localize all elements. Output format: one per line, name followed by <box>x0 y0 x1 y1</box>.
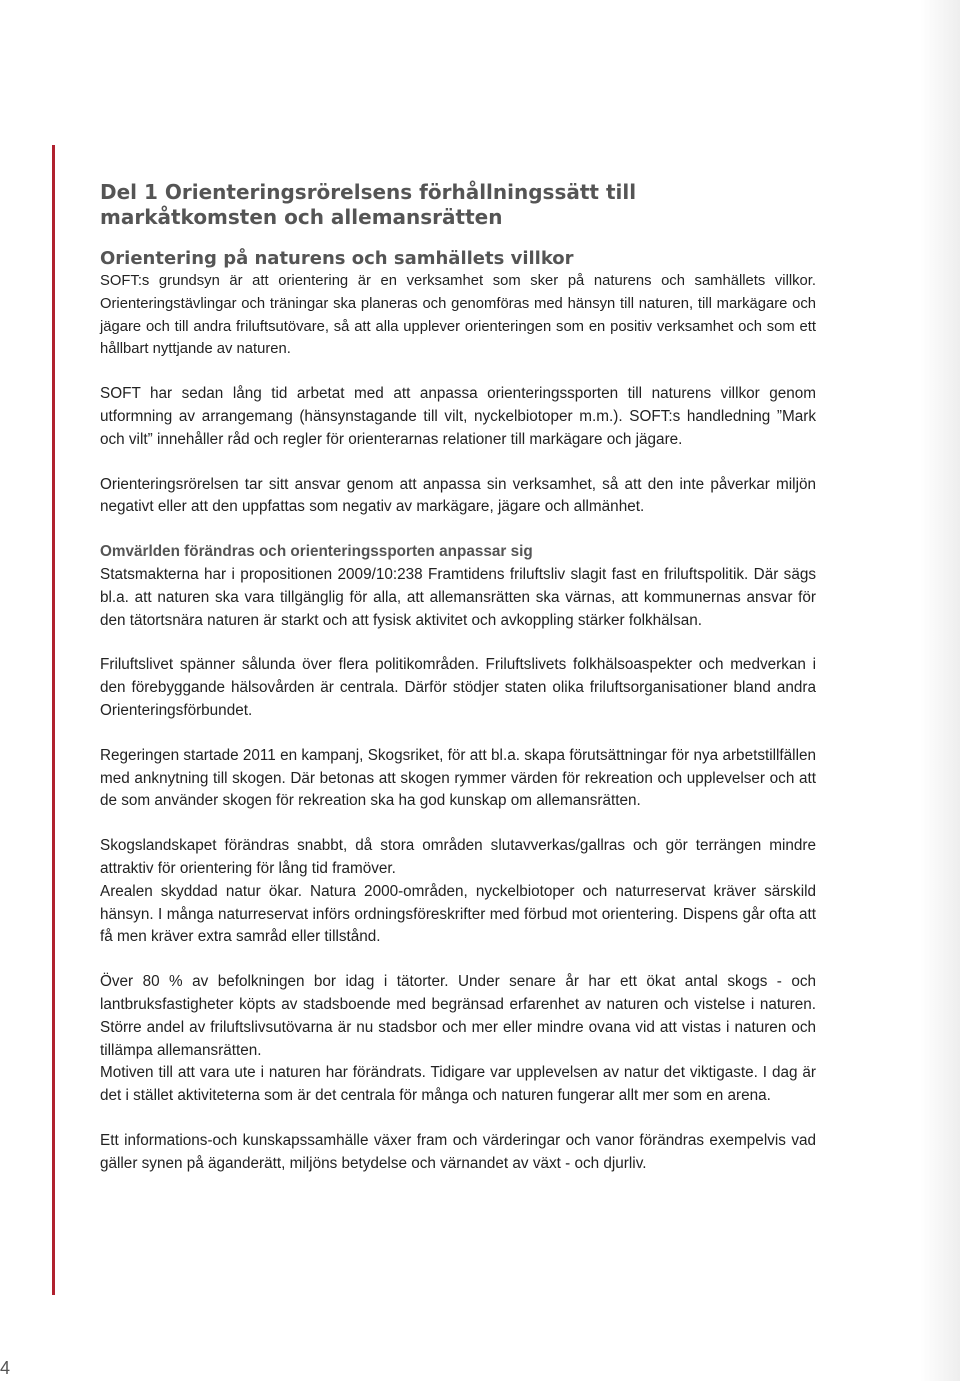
section2-paragraph-2: Friluftslivet spänner sålunda över flera politikområden. Friluftslivets folkhälsoaspekter och medverkan i den förebyggande hälsovården är centrala. Därför stödjer staten olika friluftsorganisationer bland andra Orienteringsförbundet. <box>100 656 816 719</box>
section2-block-4 <box>100 835 816 949</box>
section1-paragraph-2: SOFT har sedan lång tid arbetat med att anpassa orienteringssporten till naturens villkor genom utformning av arrangemang (hänsynstagande till vilt, nyckelbiotoper m.m.). SOFT:s handledning ”Mark och vilt” innehåller råd och regler för orienterarnas relationer till markägare och jägare. <box>100 385 816 448</box>
page-edge-shade <box>920 0 960 1381</box>
section2-paragraph-4a: Skogslandskapet förändras snabbt, då stora områden slutavverkas/gallras och gör terrängen mindre attraktiv för orientering för lång tid framöver. <box>100 837 816 877</box>
section2-paragraph-5a: Över 80 % av befolkningen bor idag i tätorter. Under senare år har ett ökat antal skogs - och lantbruksfastigheter köpts av stadsboende med begränsad erfarenhet av naturen och vistelse i naturen. Större andel av friluftslivsutövarna är nu stadsbor och mer eller mindre ovana vid att vistas i naturen och tillämpa allemansrätten. <box>100 973 816 1059</box>
section-title-2: Omvärlden förändras och orienteringssporten anpassar sig <box>100 543 533 561</box>
accent-bar <box>52 145 55 1295</box>
section2-block-5 <box>100 971 816 1108</box>
section2-paragraph-1: Statsmakterna har i propositionen 2009/10:238 Framtidens friluftsliv slagit fast en friluftspolitik. Där sägs bl.a. att naturen ska vara tillgänglig för alla, att allemansrätten ska värnas, att kommunernas ansvar för den tätortsnära naturen är starkt och att fysisk aktivitet och avkoppling stärker folkhälsan. <box>100 565 816 629</box>
section2-paragraph-6: Ett informations-och kunskapssamhälle växer fram och värderingar och vanor förändras exempelvis vad gäller synen på äganderätt, miljöns betydelse och värnandet av växt - och djurliv. <box>100 1131 816 1172</box>
document-body <box>100 180 816 1198</box>
section1-paragraph-3: Orienteringsrörelsen tar sitt ansvar genom att anpassa sin verksamhet, så att den inte påverkar miljön negativt eller att den uppfattas som negativ av markägare, jägare och allmänhet. <box>100 475 816 516</box>
chapter-heading: Del 1 Orienteringsrörelsens förhållningssätt till markåtkomsten och allemansrätten <box>100 180 637 229</box>
section1-paragraph-1: SOFT:s grundsyn är att orientering är en verksamhet som sker på naturens och samhällets villkor. Orienteringstävlingar och träningar ska planeras och genomföras med hänsyn till naturen, till markägare och jägare och till andra friluftsutövare, så att alla upplever orienteringen som en positiv verksamhet och som ett hållbart nyttjande av naturen. <box>100 273 816 358</box>
section2-paragraph-5b: Motiven till att vara ute i naturen har förändrats. Tidigare var upplevelsen av natur det viktigaste. I dag är det i stället aktiviteterna som är det centrala för många och naturen fungerar allt mer som en arena. <box>100 1064 816 1105</box>
section2-paragraph-3: Regeringen startade 2011 en kampanj, Skogsriket, för att bl.a. skapa förutsättningar för nya arbetstillfällen med anknytning till skogen. Där betonas att skogen rymmer värden för rekreation och upplevelser och att de som använder skogen för rekreation ska ha god kunskap om allemansrätten. <box>100 746 816 810</box>
section-title-1: Orientering på naturens och samhällets villkor <box>100 248 574 269</box>
page-number: 4 <box>0 1358 11 1378</box>
section2-intro <box>100 541 816 632</box>
section2-paragraph-4b: Arealen skyddad natur ökar. Natura 2000-områden, nyckelbiotoper och naturreservat kräver särskild hänsyn. I många naturreservat införs ordningsföreskrifter med förbud mot orientering. Dispens går ofta att få men kräver extra samråd eller tillstånd. <box>100 882 816 946</box>
